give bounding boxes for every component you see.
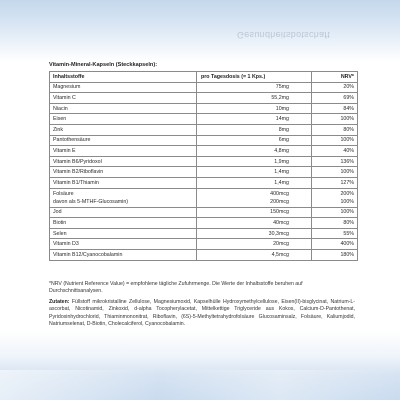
cell-dose: 30,3mcg bbox=[197, 228, 312, 239]
ingredients-label: Zutaten: bbox=[49, 299, 70, 305]
cell-nrv: 69% bbox=[312, 93, 358, 104]
cell-name: Biotin bbox=[50, 218, 197, 229]
cell-nrv: 100% bbox=[312, 167, 358, 178]
cell-nrv: 100% bbox=[312, 114, 358, 125]
cell-dose: 150mcg bbox=[197, 207, 312, 218]
cell-dose-line2: 200mcg bbox=[270, 198, 289, 205]
cell-dose: 8mg bbox=[197, 124, 312, 135]
table-row bbox=[50, 188, 358, 207]
table-row bbox=[50, 114, 358, 125]
table-row bbox=[50, 207, 358, 218]
table-row bbox=[50, 228, 358, 239]
cell-nrv: 80% bbox=[312, 218, 358, 229]
cell-name: Vitamin B2/Riboflavin bbox=[50, 167, 197, 178]
column-header-dose: pro Tagesdosis (= 1 Kps.) bbox=[197, 72, 312, 83]
cell-name: Niacin bbox=[50, 103, 197, 114]
cell-nrv: 20% bbox=[312, 82, 358, 93]
cell-dose: 4,8mg bbox=[197, 146, 312, 157]
cell-dose: 14mg bbox=[197, 114, 312, 125]
section-title: Vitamin-Mineral-Kapseln (Steckkapseln): bbox=[49, 62, 158, 68]
cell-name: Vitamin D3 bbox=[50, 239, 197, 250]
table-row bbox=[50, 177, 358, 188]
cell-nrv: 40% bbox=[312, 146, 358, 157]
cell-nrv: 84% bbox=[312, 103, 358, 114]
ingredients-paragraph bbox=[49, 299, 355, 329]
cell-nrv: 127% bbox=[312, 177, 358, 188]
cell-name: Pantothensäure bbox=[50, 135, 197, 146]
cell-nrv: 136% bbox=[312, 156, 358, 167]
table-row bbox=[50, 124, 358, 135]
nutrition-table bbox=[49, 71, 358, 261]
label-panel bbox=[43, 56, 359, 346]
cell-name: Vitamin E bbox=[50, 146, 197, 157]
cell-dose: 40mcg bbox=[197, 218, 312, 229]
cell-nrv: 80% bbox=[312, 124, 358, 135]
cell-dose: 4,5mcg bbox=[197, 249, 312, 260]
column-header-name: Inhaltsstoffe bbox=[50, 72, 197, 83]
table-row bbox=[50, 135, 358, 146]
cell-name: Jod bbox=[50, 207, 197, 218]
cell-nrv: 100% bbox=[312, 207, 358, 218]
cell-nrv: 55% bbox=[312, 228, 358, 239]
cell-name-line1: Folsäure bbox=[53, 190, 74, 197]
cell-dose: 1,4mg bbox=[197, 177, 312, 188]
table-row bbox=[50, 218, 358, 229]
cell-name bbox=[50, 188, 197, 207]
cell-dose: 75mg bbox=[197, 82, 312, 93]
cell-dose: 10mg bbox=[197, 103, 312, 114]
cell-name: Eisen bbox=[50, 114, 197, 125]
table-row bbox=[50, 93, 358, 104]
column-header-nrv: NRV* bbox=[312, 72, 358, 83]
table-row bbox=[50, 103, 358, 114]
cell-nrv bbox=[312, 188, 358, 207]
cell-name: Magnesium bbox=[50, 82, 197, 93]
cell-dose-line1: 400mcg bbox=[270, 190, 289, 197]
cell-dose: 6mg bbox=[197, 135, 312, 146]
cell-name-line2: davon als 5-MTHF-Glucosamin) bbox=[53, 198, 129, 205]
cell-name: Selen bbox=[50, 228, 197, 239]
table-row bbox=[50, 167, 358, 178]
cell-nrv-line2: 100% bbox=[340, 198, 354, 205]
cell-name: Vitamin B12/Cyanocobalamin bbox=[50, 249, 197, 260]
cell-name: Vitamin B6/Pyridoxol bbox=[50, 156, 197, 167]
table-row bbox=[50, 249, 358, 260]
cell-dose: 1,9mg bbox=[197, 156, 312, 167]
cell-name: Zink bbox=[50, 124, 197, 135]
cell-dose: 55,2mg bbox=[197, 93, 312, 104]
table-row bbox=[50, 239, 358, 250]
table-row bbox=[50, 146, 358, 157]
table-row bbox=[50, 156, 358, 167]
mirrored-header-text: Gesundheitsbotschaft bbox=[236, 30, 330, 40]
cell-nrv: 400% bbox=[312, 239, 358, 250]
cell-dose: 20mcg bbox=[197, 239, 312, 250]
table-header-row bbox=[50, 72, 358, 83]
table-row bbox=[50, 82, 358, 93]
cell-nrv: 180% bbox=[312, 249, 358, 260]
cell-dose bbox=[197, 188, 312, 207]
nrv-footnote: *NRV (Nutrient Reference Value) = empfohlene tägliche Zufuhrmenge. Die Werte der Inhaltsstoffe beruhen auf Durchschnittsanalysen. bbox=[49, 281, 303, 295]
table-body bbox=[50, 82, 358, 260]
package-top-strip bbox=[0, 0, 400, 40]
cell-name: Vitamin B1/Thiamin bbox=[50, 177, 197, 188]
cell-nrv: 100% bbox=[312, 135, 358, 146]
cell-nrv-line1: 200% bbox=[340, 190, 354, 197]
cell-dose: 1,4mg bbox=[197, 167, 312, 178]
ingredients-text: Füllstoff mikrokristalline Zellulose, Magnesiumoxid, Kapselhülle Hydroxymethylcellulose, Eisen(II)-bisglycinat, Natrium-L-ascorbat, Nicotinamid, Zinkoxid, d-alpha Tocopherylacetat, Mittelkettige Triglyceride aus Kokos, Calcium-D-Pantothenat, Pyridoxinhydrochlorid, Thiaminmononitrat, Riboflavin, (6S)-5-Methyltetrahydrofolsäure Glucosaminsalz, Folsäure, Kaliumjodid, Natriumselenat, D-Biotin, Cholecalciferol, Cyanocobalamin. bbox=[49, 299, 355, 328]
cell-name: Vitamin C bbox=[50, 93, 197, 104]
